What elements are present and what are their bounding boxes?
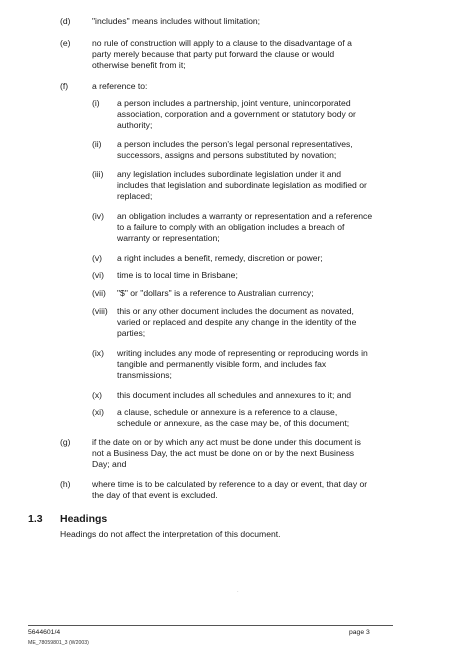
subitem-label: (viii) [92,306,108,316]
subitem-text-line: association, corporation and a government or statutory body or [117,109,356,119]
subitem-label: (iv) [92,211,104,221]
subitem-text-line: "$" or "dollars" is a reference to Australian currency; [117,288,314,298]
item-text-line: Day; and [92,459,127,469]
item-text-line: if the date on or by which any act must be done under this document is [92,437,361,447]
subitem-label: (i) [92,98,100,108]
subitem-text-line: includes that legislation and subordinate legislation as modified or [117,180,367,190]
section-body: Headings do not affect the interpretation of this document. [60,529,281,539]
item-text-line: the day of that event is excluded. [92,490,218,500]
subitem-label: (iii) [92,169,104,179]
item-label: (g) [60,437,71,447]
item-label: (h) [60,479,71,489]
item-label: (d) [60,16,71,26]
subitem-label: (xi) [92,407,104,417]
section-number: 1.3 [28,513,43,525]
footer-rule [28,625,393,626]
subitem-text-line: a clause, schedule or annexure is a reference to a clause, [117,407,338,417]
subitem-text-line: a person includes a partnership, joint venture, unincorporated [117,98,351,108]
subitem-text-line: schedule or annexure, as the case may be, of this document; [117,418,350,428]
subitem-text-line: a right includes a benefit, remedy, discretion or power; [117,253,323,263]
subitem-label: (v) [92,253,103,263]
subitem-text-line: replaced; [117,191,153,201]
subitem-label: (vii) [92,288,106,298]
subitem-label: (ix) [92,348,104,358]
subitem-text-line: authority; [117,120,153,130]
footer-ref: ME_78059801_3 (W2003) [28,640,89,646]
footer-page-number: page 3 [349,629,370,636]
subitem-label: (ii) [92,139,102,149]
subitem-text-line: this document includes all schedules and annexures to it; and [117,390,352,400]
subitem-label: (vi) [92,270,104,280]
subitem-text-line: to a failure to comply with an obligation includes a breach of [117,222,345,232]
item-text: a reference to: [92,81,148,91]
item-text-line: no rule of construction will apply to a clause to the disadvantage of a [92,38,352,48]
section-heading: Headings [60,513,108,525]
item-label: (e) [60,38,71,48]
subitem-text-line: varied or replaced and despite any change in the identity of the [117,317,357,327]
subitem-text-line: successors, assigns and persons substituted by novation; [117,150,337,160]
subitem-text-line: writing includes any mode of representing or reproducing words in [117,348,368,358]
subitem-text-line: time is to local time in Brisbane; [117,270,238,280]
subitem-text-line: parties; [117,328,146,338]
subitem-text-line: any legislation includes subordinate legislation under it and [117,169,342,179]
subitem-text-line: transmissions; [117,370,172,380]
item-text-line: party merely because that party put forward the clause or would [92,49,335,59]
subitem-text-line: warranty or representation; [117,233,220,243]
subitem-text-line: a person includes the person's legal personal representatives, [117,139,353,149]
subitem-text-line: this or any other document includes the document as novated, [117,306,354,316]
item-text: "includes" means includes without limitation; [92,16,261,26]
footer-doc-id: 5644601/4 [28,629,61,636]
item-text-line: where time is to be calculated by reference to a day or event, that day or [92,479,368,489]
item-text-line: otherwise benefit from it; [92,60,186,70]
item-text-line: not a Business Day, the act must be done on or by the next Business [92,448,355,458]
subitem-label: (x) [92,390,103,400]
subitem-text-line: an obligation includes a warranty or representation and a reference [117,211,373,221]
item-label: (f) [60,81,69,91]
subitem-text-line: tangible and permanently visible form, and includes fax [117,359,327,369]
scan-mark: · [237,589,239,595]
